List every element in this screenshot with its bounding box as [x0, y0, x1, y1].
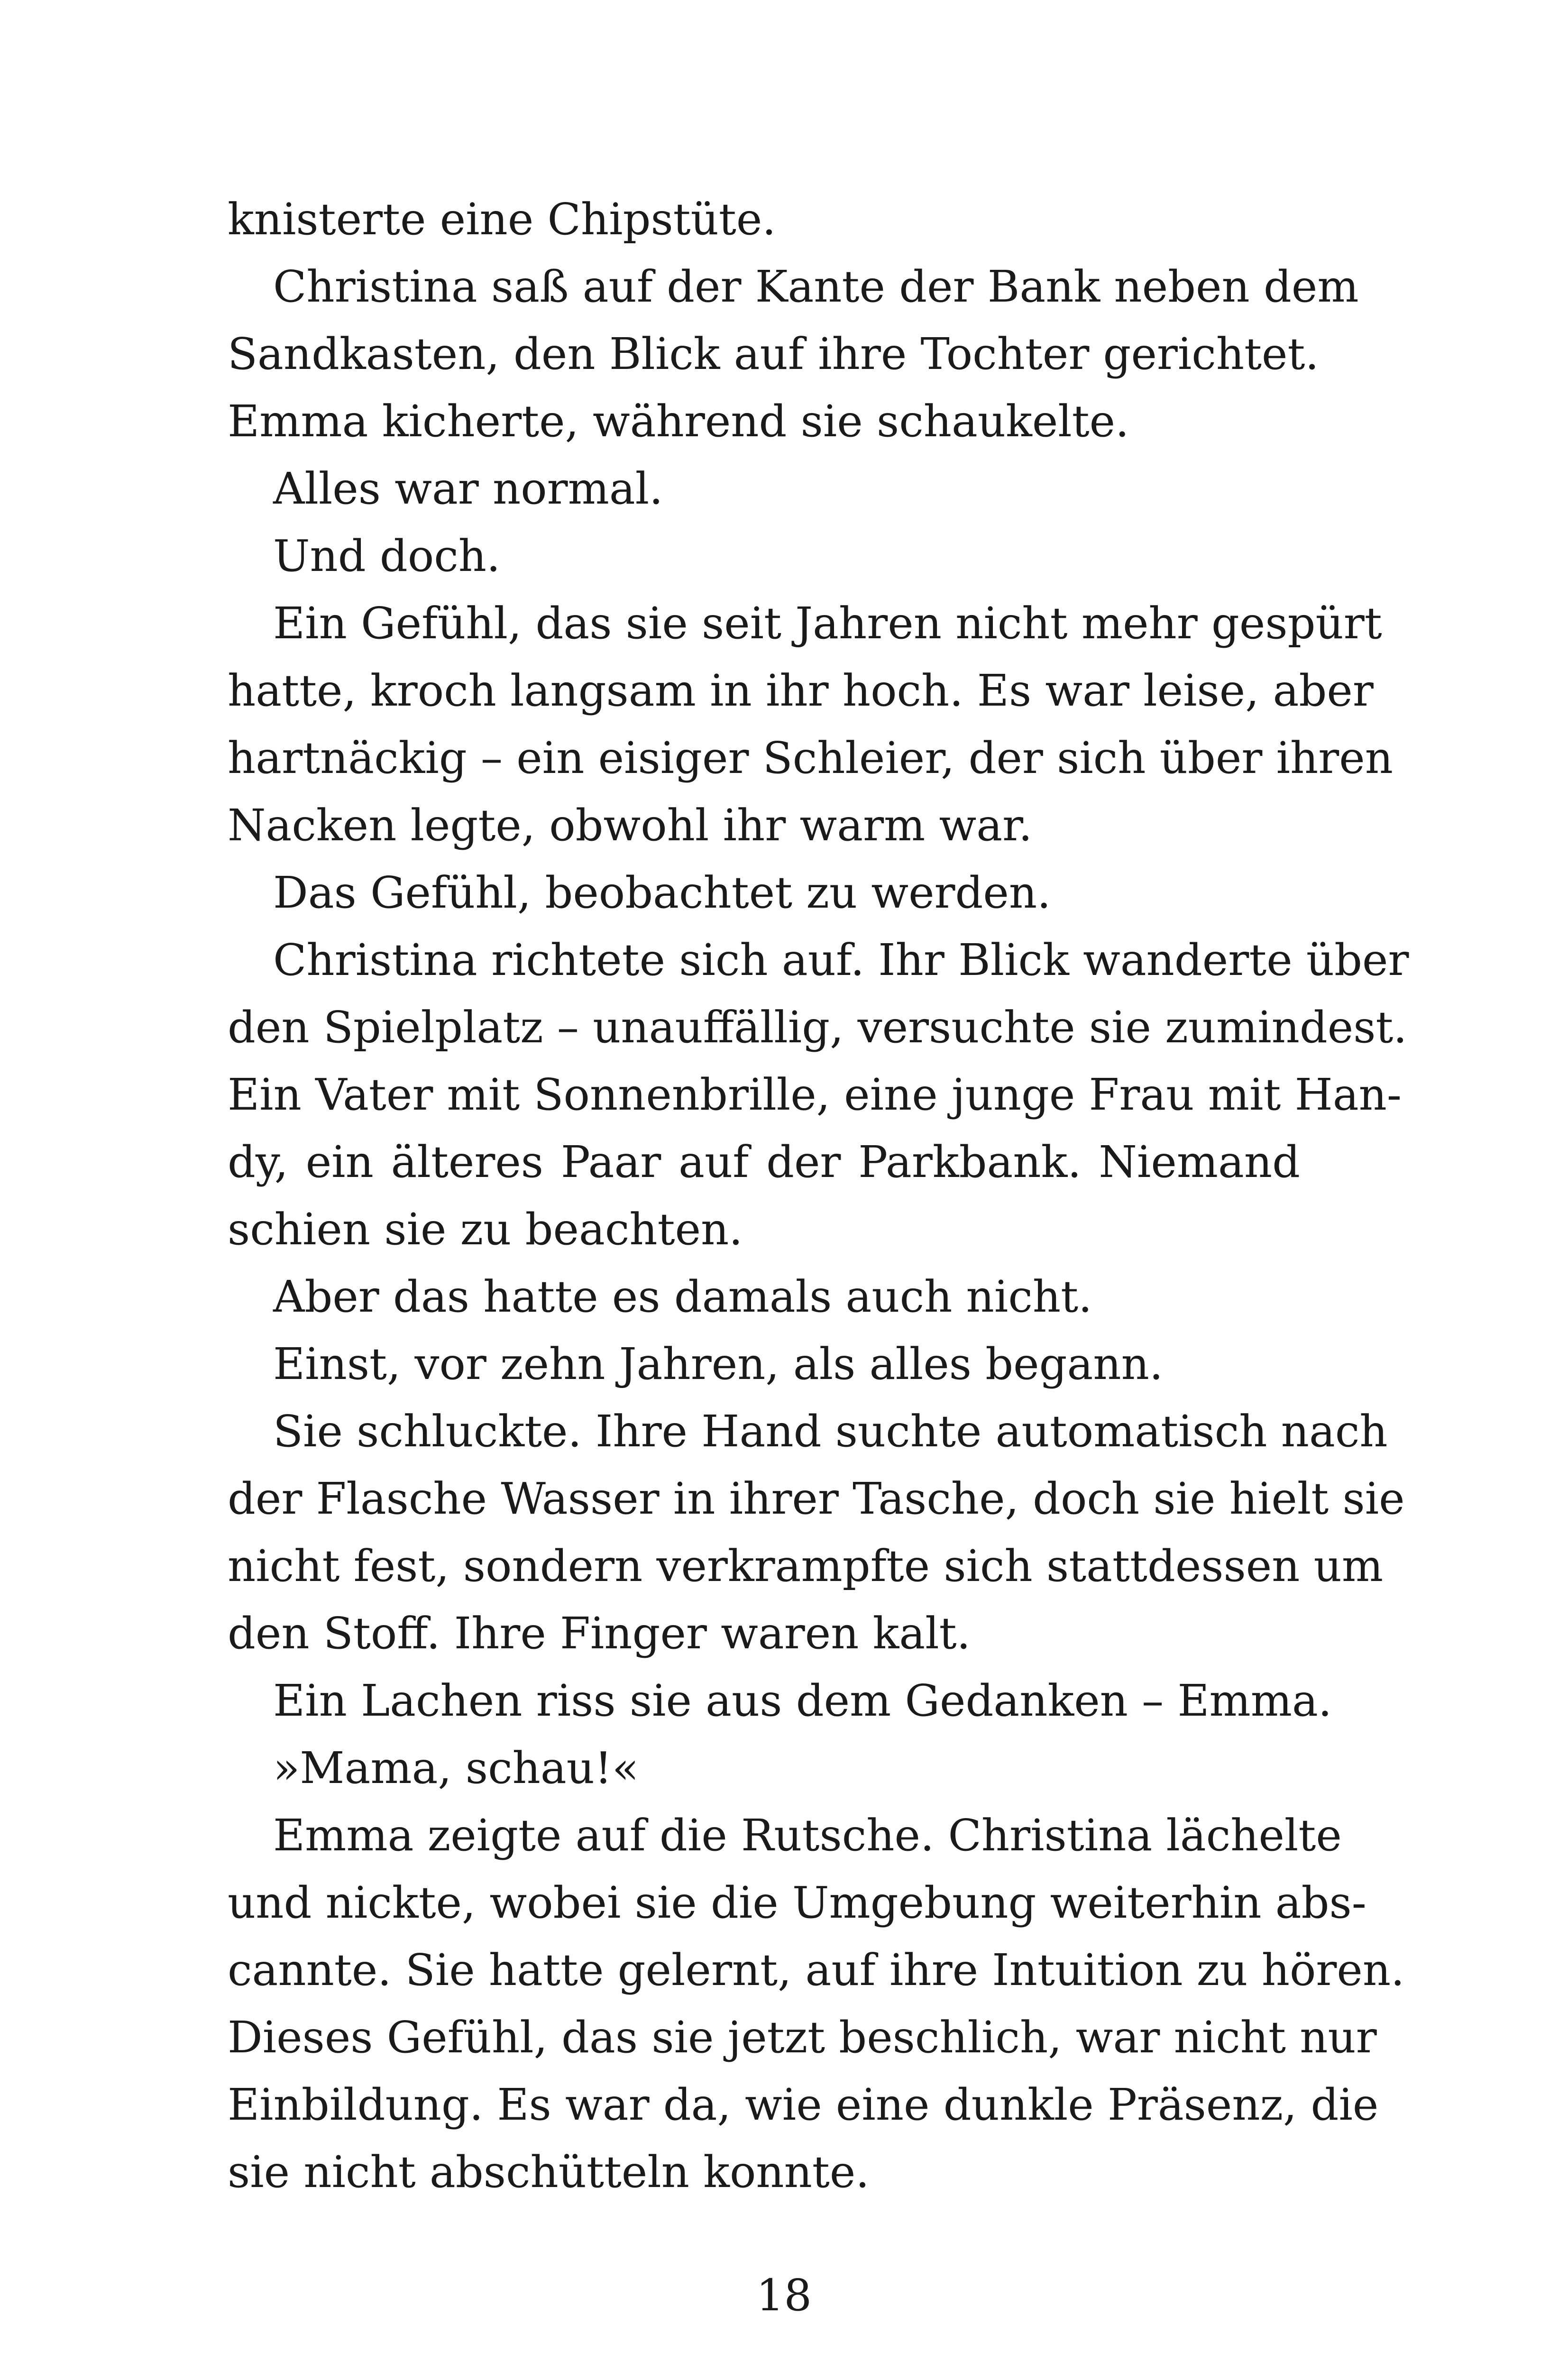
- text-line: Christina richtete sich auf. Ihr Blick wanderte über: [273, 935, 1409, 985]
- text-line: Einst, vor zehn Jahren, als alles begann.: [273, 1339, 1164, 1389]
- text-line: Und doch.: [273, 531, 501, 581]
- text-line: Ein Gefühl, das sie seit Jahren nicht mehr gespürt: [273, 598, 1382, 649]
- text-line: nicht fest, sondern verkrampfte sich stattdessen um: [228, 1541, 1384, 1591]
- text-line: Nacken legte, obwohl ihr warm war.: [228, 800, 1033, 851]
- body-text: [228, 186, 1409, 2206]
- text-line: Das Gefühl, beobachtet zu werden.: [273, 867, 1051, 918]
- text-line: Dieses Gefühl, das sie jetzt beschlich, war nicht nur: [228, 2012, 1377, 2063]
- text-line: Sie schluckte. Ihre Hand suchte automatisch nach: [273, 1406, 1388, 1457]
- text-line: Ein Vater mit Sonnenbrille, eine junge Frau mit Han-: [228, 1069, 1402, 1120]
- text-line: hartnäckig – ein eisiger Schleier, der sich über ihren: [228, 733, 1393, 783]
- text-line: Emma kicherte, während sie schaukelte.: [228, 396, 1129, 447]
- text-line: und nickte, wobei sie die Umgebung weiterhin abs-: [228, 1877, 1366, 1928]
- text-line: cannte. Sie hatte gelernt, auf ihre Intuition zu hören.: [228, 1945, 1405, 1995]
- text-line: knisterte eine Chipstüte.: [228, 194, 776, 245]
- text-line: »Mama, schau!«: [273, 1743, 639, 1793]
- text-line: hatte, kroch langsam in ihr hoch. Es war leise, aber: [228, 665, 1374, 716]
- text-line: dy, ein älteres Paar auf der Parkbank. Niemand: [228, 1137, 1300, 1187]
- text-line: Christina saß auf der Kante der Bank neben dem: [273, 261, 1359, 312]
- page-number: 18: [756, 2270, 812, 2321]
- text-line: den Stoff. Ihre Finger waren kalt.: [228, 1608, 971, 1659]
- text-line: Ein Lachen riss sie aus dem Gedanken – Emma.: [273, 1675, 1332, 1726]
- text-line: Aber das hatte es damals auch nicht.: [273, 1271, 1092, 1322]
- text-line: sie nicht abschütteln konnte.: [228, 2147, 870, 2197]
- text-line: schien sie zu beachten.: [228, 1204, 743, 1255]
- text-line: Emma zeigte auf die Rutsche. Christina lächelte: [273, 1810, 1342, 1861]
- text-line: den Spielplatz – unauffällig, versuchte sie zumindest.: [228, 1002, 1407, 1053]
- text-line: Sandkasten, den Blick auf ihre Tochter gerichtet.: [228, 329, 1319, 379]
- text-line: Alles war normal.: [273, 463, 663, 514]
- text-line: der Flasche Wasser in ihrer Tasche, doch sie hielt sie: [228, 1473, 1405, 1524]
- text-line: Einbildung. Es war da, wie eine dunkle Präsenz, die: [228, 2079, 1379, 2130]
